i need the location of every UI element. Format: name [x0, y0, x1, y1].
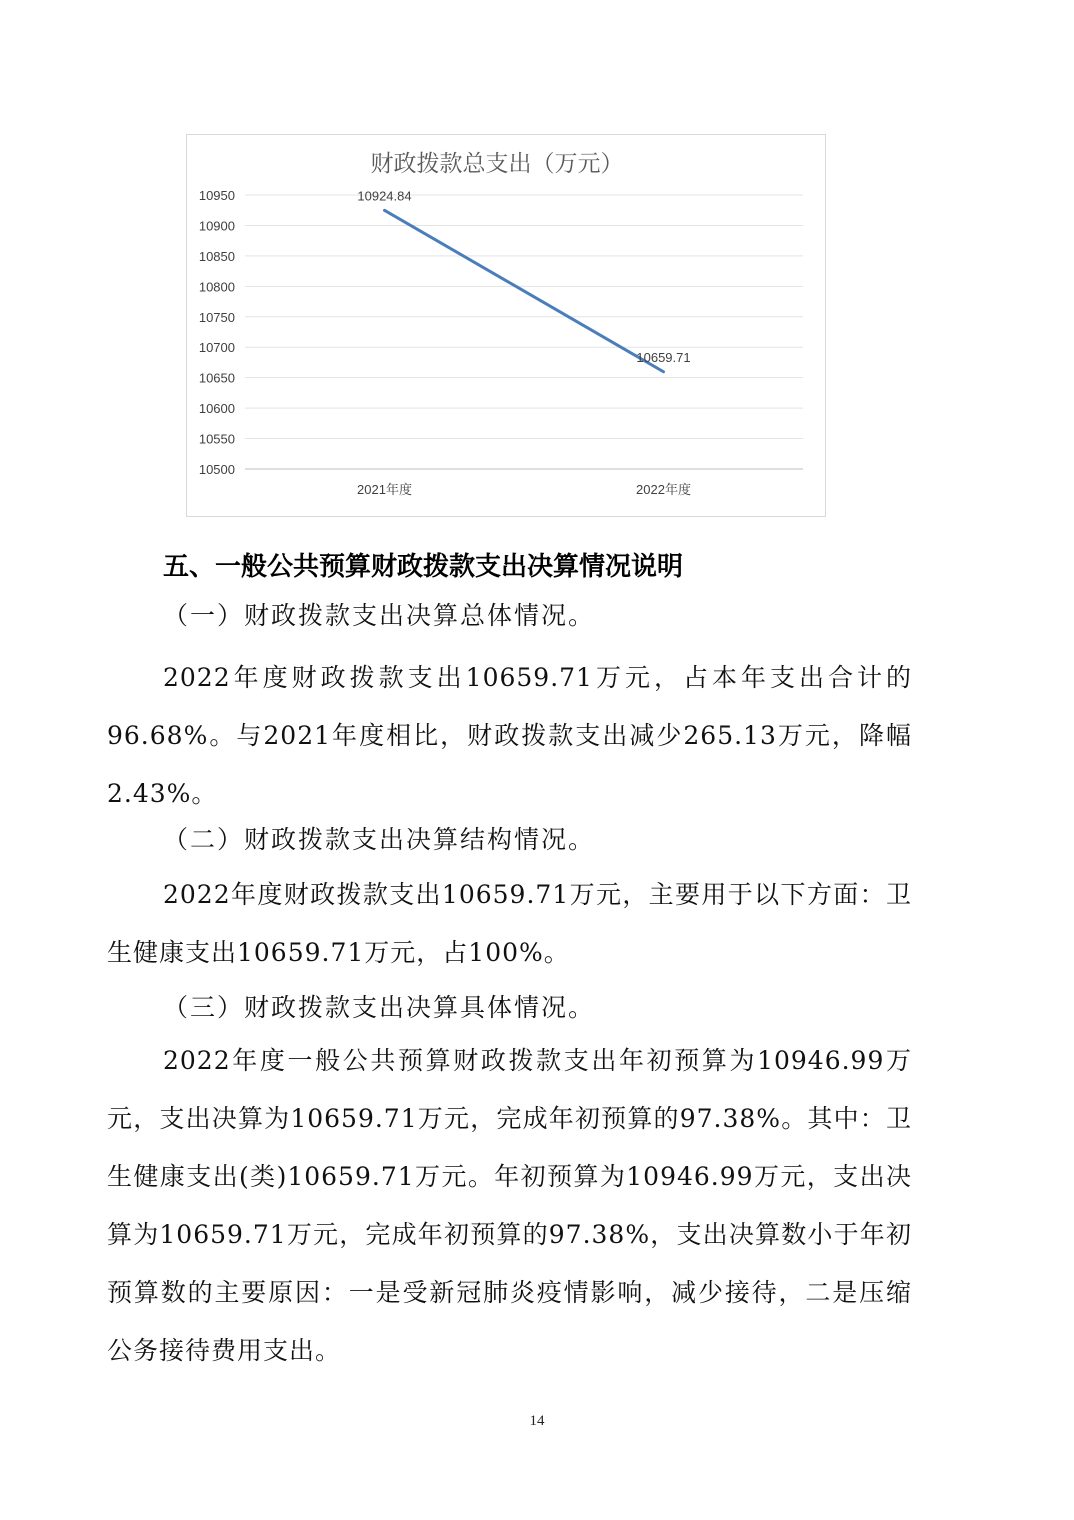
y-tick-label: 10650: [198, 370, 235, 386]
y-tick-label: 10750: [198, 309, 235, 325]
data-label: 10924.84: [357, 188, 412, 204]
x-tick-label: 2021年度: [357, 482, 412, 497]
paragraph-1: 2022年度财政拨款支出10659.71万元，占本年支出合计的96.68%。与2021年度相比，财政拨款支出减少265.13万元，降幅2.43%。: [107, 663, 912, 808]
y-tick-label: 10850: [198, 248, 235, 264]
x-axis-ticks: [357, 482, 691, 497]
paragraph-3: 2022年度一般公共预算财政拨款支出年初预算为10946.99万元，支出决算为10659.71万元，完成年初预算的97.38%。其中：卫生健康支出(类)10659.71万元。年初预算为10946.99万元，支出决算为10659.71万元，完成年初预算的97.38%，支出决算数小于年初预算数的主要原因：一是受新冠肺炎疫情影响，减少接待，二是压缩公务接待费用支出。: [107, 1046, 912, 1365]
chart-gridlines: [245, 195, 803, 469]
subsection-title-1: （一）财政拨款支出决算总体情况。: [163, 601, 596, 630]
paragraph-2: 2022年度财政拨款支出10659.71万元，主要用于以下方面：卫生健康支出10659.71万元，占100%。: [107, 880, 912, 967]
x-tick-label: 2022年度: [636, 482, 691, 497]
subsection-title-2: （二）财政拨款支出决算结构情况。: [163, 825, 596, 854]
y-tick-label: 10700: [198, 340, 235, 356]
subsection-title-3: （三）财政拨款支出决算具体情况。: [163, 993, 596, 1022]
chart-canvas: [187, 135, 827, 518]
page-number: 14: [529, 1413, 545, 1429]
y-tick-label: 10600: [198, 401, 235, 417]
chart-data-labels: [357, 188, 690, 364]
line-chart: [186, 134, 826, 517]
section-heading: 五、一般公共预算财政拨款支出决算情况说明: [163, 552, 684, 582]
y-tick-label: 10500: [198, 462, 235, 477]
y-tick-label: 10550: [198, 431, 235, 447]
data-label: 10659.71: [636, 349, 691, 365]
y-tick-label: 10950: [198, 188, 235, 203]
chart-title: 财政拨款总支出（万元）: [370, 151, 624, 177]
y-tick-label: 10900: [198, 218, 235, 234]
y-tick-label: 10800: [198, 279, 235, 295]
y-axis-ticks: [199, 188, 235, 477]
